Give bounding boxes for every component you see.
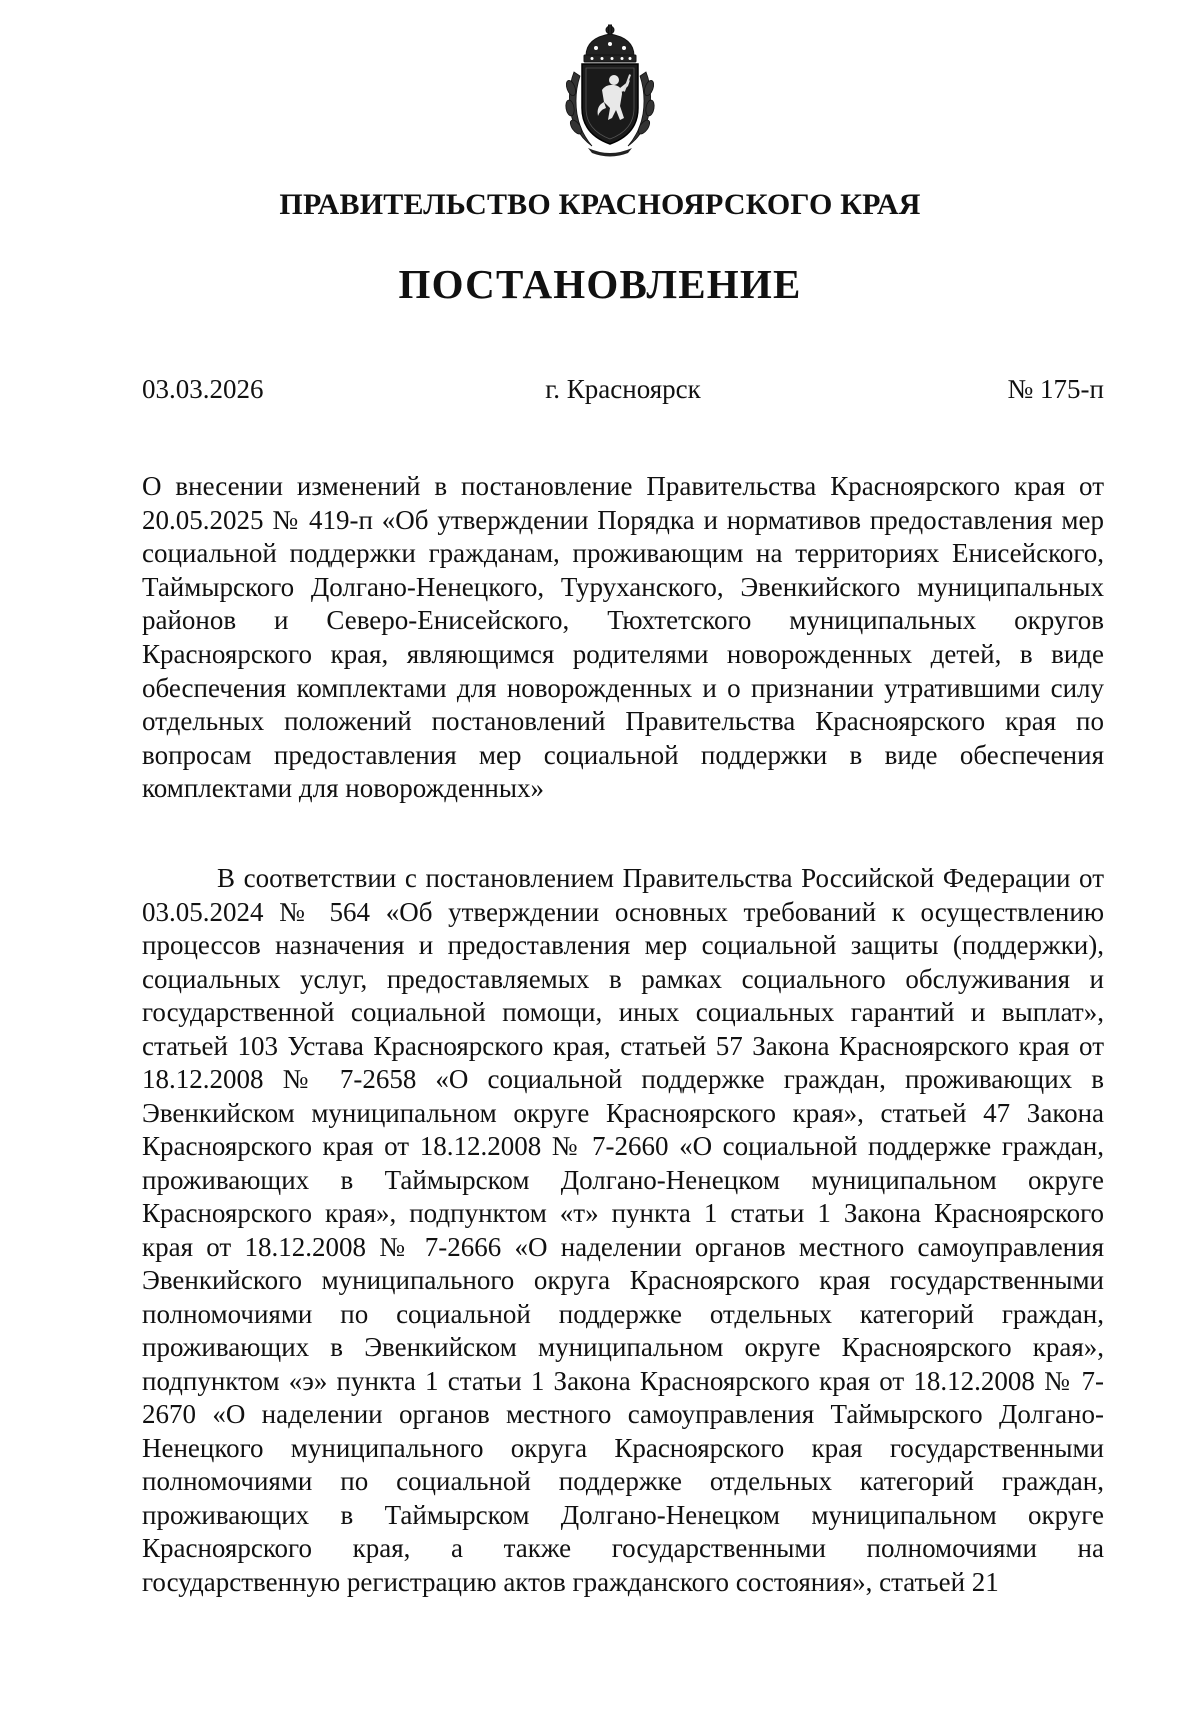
document-date: 03.03.2026 <box>142 374 264 404</box>
document-number: № 175-п <box>1007 374 1104 404</box>
document-type-heading: ПОСТАНОВЛЕНИЕ <box>398 261 802 307</box>
document-meta-row <box>142 374 1104 410</box>
document-subject: О внесении изменений в постановление Правительства Красноярского края от 20.05.2025 № 419-п «Об утверждении Порядка и нормативов предоставления мер социальной поддержки гражданам, проживающим на территориях Енисейского, Таймырского Долгано-Ненецкого, Туруханского, Эвенкийского муниципальных районов и Северо-Енисейского, Тюхтетского муниципальных округов Красноярского края, являющимся родителями новорожденных детей, в виде обеспечения комплектами для новорожденных и о признании утратившими силу отдельных положений постановлений Правительства Красноярского края по вопросам предоставления мер социальной поддержки в виде обеспечения комплектами для новорожденных» <box>142 471 1104 804</box>
coat-of-arms-emblem <box>562 22 658 158</box>
body-paragraph: В соответствии с постановлением Правительства Российской Федерации от 03.05.2024 № 564 «Об утверждении основных требований к осуществлению процессов назначения и предоставления мер социальной защиты (поддержки), социальных услуг, предоставляемых в рамках социального обслуживания и государственной социальной помощи, иных социальных гарантий и выплат», статьей 103 Устава Красноярского края, статьей 57 Закона Красноярского края от 18.12.2008 № 7-2658 «О социальной поддержке граждан, проживающих в Эвенкийском муниципальном округе Красноярского края», статьей 47 Закона Красноярского края от 18.12.2008 № 7-2660 «О социальной поддержке граждан, проживающих в Таймырском Долгано-Ненецком муниципальном округе Красноярского края», подпунктом «т» пункта 1 статьи 1 Закона Красноярского края от 18.12.2008 № 7-2666 «О наделении органов местного самоуправления Эвенкийского муниципального округа Красноярского края государственными полномочиями по социальной поддержке отдельных категорий граждан, проживающих в Эвенкийском муниципальном округе Красноярского края», подпунктом «э» пункта 1 статьи 1 Закона Красноярского края от 18.12.2008 № 7-2670 «О наделении органов местного самоуправления Таймырского Долгано-Ненецкого муниципального округа Красноярского края государственными полномочиями по социальной поддержке отдельных категорий граждан, проживающих в Таймырском Долгано-Ненецком муниципальном округе Красноярского края, а также государственными полномочиями на государственную регистрацию актов гражданского состояния», статьей 21 <box>142 863 1104 1597</box>
authority-title: ПРАВИТЕЛЬСТВО КРАСНОЯРСКОГО КРАЯ <box>279 188 921 221</box>
document-city: г. Красноярск <box>545 374 701 404</box>
